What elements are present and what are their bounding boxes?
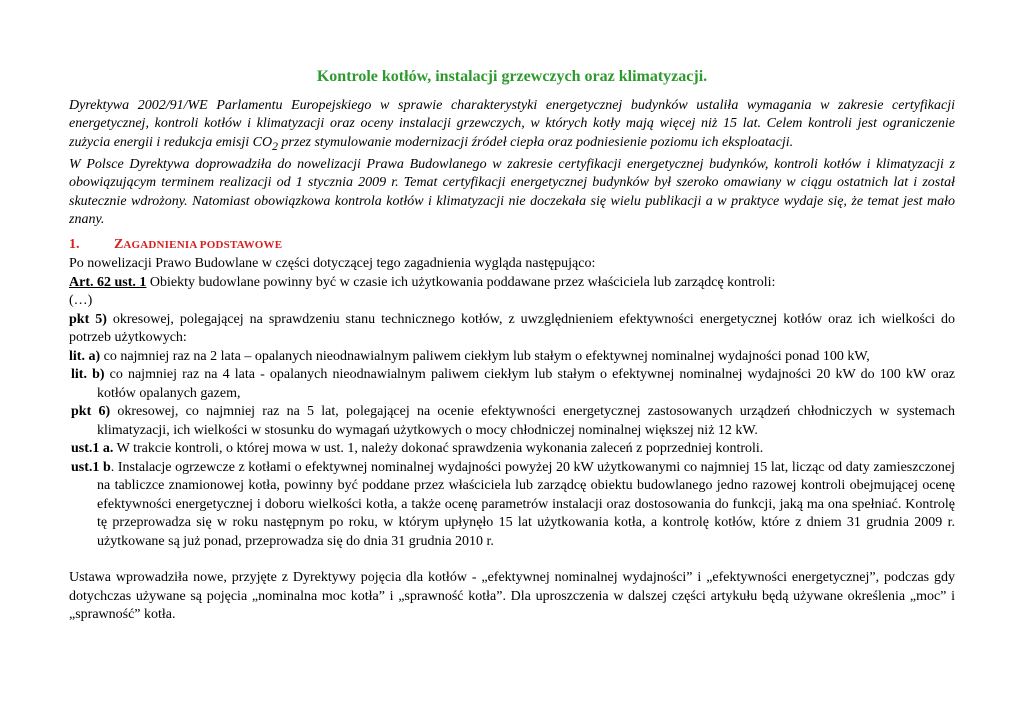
pkt5-text: okresowej, polegającej na sprawdzeniu stanu technicznego kotłów, z uwzględnieniem efektywności energetycznej kotłów oraz ich wielkości do potrzeb użytkowych: (69, 311, 955, 345)
ust1b-label: ust.1 b (71, 459, 111, 475)
intro-p1-subscript: 2 (272, 139, 278, 153)
lit-b-paragraph (69, 366, 955, 403)
ust1b-paragraph (69, 459, 955, 552)
lit-b-label: lit. b) (71, 367, 105, 382)
article-text: Obiekty budowlane powinny być w czasie ich użytkowania poddawane przez właściciela lub zarządcę kontroli: (146, 274, 776, 290)
lit-a-text: co najmniej raz na 2 lata – opalanych nieodnawialnym paliwem ciekłym lub stałym o efektywnej nominalnej wydajności ponad 100 kW, (100, 348, 870, 364)
ust1a-paragraph (69, 440, 955, 459)
lit-a-paragraph (69, 348, 955, 367)
pkt6-paragraph (69, 403, 955, 440)
section-number: 1. (69, 237, 80, 252)
intro-p1-part-a: Dyrektywa 2002/91/WE Parlamentu Europejskiego w sprawie charakterystyki energetycznej budynków ustaliła wymagania w zakresie certyfikacji energetycznej, kontroli kotłów i klimatyzacji oraz oceny instalacji grzewczych, w których kotły mają więcej niż 15 lat. Celem kontroli jest ograniczenie zużycia energii i redukcja emisji CO (69, 98, 955, 150)
section-body (69, 255, 955, 625)
paragraph-gap (69, 551, 955, 569)
article-paragraph (69, 274, 955, 293)
intro-text (69, 97, 955, 230)
pkt6-label: pkt 6) (71, 404, 111, 419)
ust1a-text: W trakcie kontroli, o której mowa w ust. 1, należy dokonać sprawdzenia wykonania zaleceń z poprzedniej kontroli. (113, 441, 764, 456)
ust1b-text: . Instalacje ogrzewcze z kotłami o efektywnej nominalnej wydajności powyżej 20 kW użytkowanymi co najmniej 15 lat, licząc od daty zamieszczonej na tabliczce znamionowej kotła, powinny być poddane przez właściciela lub zarządcę obiektu budowlanego jedno razowej kontroli obejmującej ocenę efektywności energetycznej i doboru wielkości kotła, a także ocenę parametrów instalacji oraz dostosowania do funkcji, jaką ma ona spełniać. Kontrolę tę przeprowadza się w roku następnym po roku, w którym upłynęło 15 lat użytkowania kotła, a kontrolę kotłów, które z dniem 31 grudnia 2009 r. użytkowane są już ponad, przeprowadza się do dnia 31 grudnia 2010 r. (97, 459, 955, 549)
pkt6-text: okresowej, co najmniej raz na 5 lat, polegającej na ocenie efektywności energetycznej zastosowanych urządzeń chłodniczych w systemach klimatyzacji, ich wielkości w stosunku do wymagań użytkowych o mocy chłodniczej nominalnej większej niż 12 kW. (97, 404, 956, 438)
closing-paragraph: Ustawa wprowadziła nowe, przyjęte z Dyrektywy pojęcia dla kotłów - „efektywnej nominalnej wydajności” i „efektywności energetycznej”, podczas gdy dotychczas używane są pojęcia „nominalna moc kotła” i „sprawność kotła”. Dla uproszczenia w dalszej części artykułu będą używane określenia „moc” i „sprawność” kotła. (69, 570, 955, 622)
document-title: Kontrole kotłów, instalacji grzewczych oraz klimatyzacji. (316, 68, 708, 85)
intro-p1-part-b: przez stymulowanie modernizacji źródeł ciepła oraz podniesienie poziomu ich eksploatacji. (277, 134, 794, 150)
lit-a-label: lit. a) (69, 348, 101, 364)
article-label: Art. 62 ust. 1 (69, 274, 147, 290)
lit-b-text: co najmniej raz na 4 lata - opalanych nieodnawialnym paliwem ciekłym lub stałym o efektywnej nominalnej wydajności 20 kW do 100 kW oraz kotłów opalanych gazem, (97, 367, 955, 401)
section-title-initial: Z (114, 237, 124, 252)
intro-paragraph-1 (69, 97, 955, 156)
section-title-rest: AGADNIENIA PODSTAWOWE (123, 239, 283, 251)
section-heading (69, 236, 955, 254)
lead-paragraph: Po nowelizacji Prawo Budowlane w części dotyczącej tego zagadnienia wygląda następująco: (69, 256, 596, 271)
pkt5-label: pkt 5) (69, 311, 107, 327)
pkt5-paragraph (69, 311, 955, 348)
ellipsis: (…) (69, 293, 93, 308)
ust1a-label: ust.1 a. (71, 441, 114, 456)
intro-paragraph-2: W Polsce Dyrektywa doprowadziła do nowelizacji Prawa Budowlanego w zakresie certyfikacji energetycznej budynków, kontroli kotłów i klimatyzacji z obowiązującym terminem realizacji od 1 stycznia 2009 r. Temat certyfikacji energetycznej budynków był szeroko omawiany w ciągu ostatnich lat i został skutecznie wdrożony. Natomiast obowiązkowa kontrola kotłów i klimatyzacji nie doczekała się wielu publikacji a w praktyce wydaje się, że temat jest mało znany. (69, 157, 955, 228)
